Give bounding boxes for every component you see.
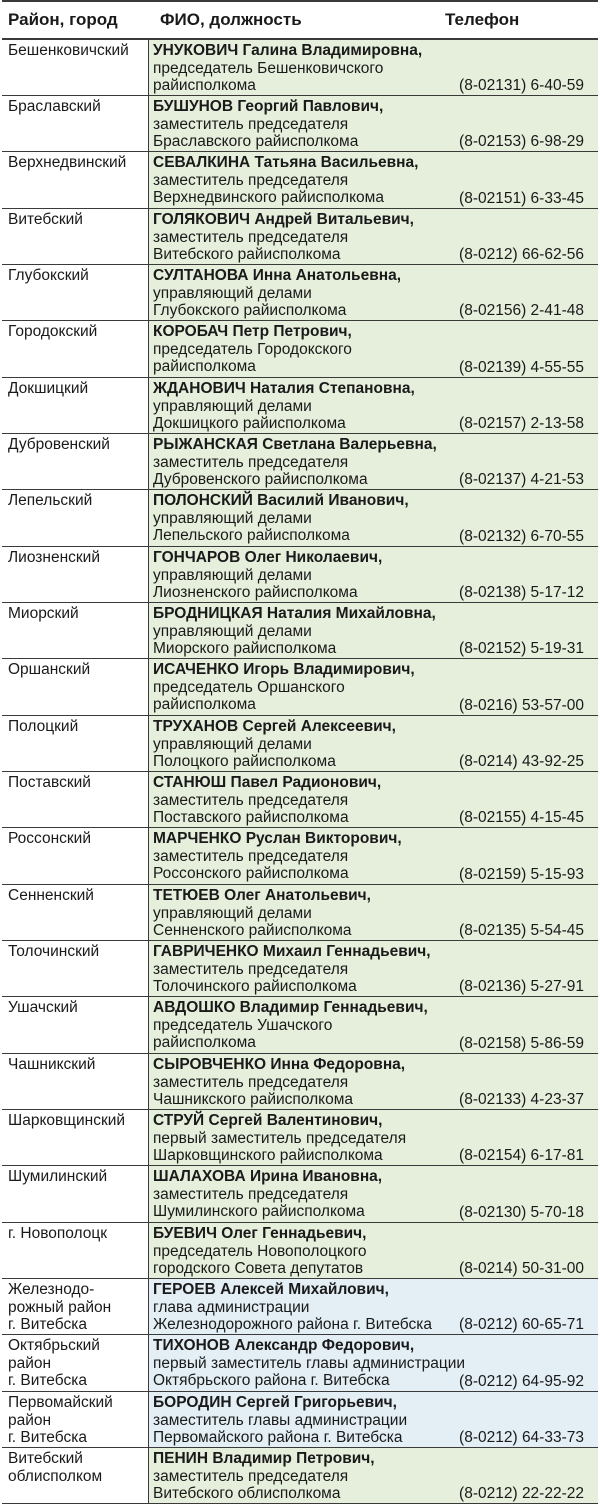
person-cell [149, 885, 598, 940]
person-cell [149, 1054, 598, 1109]
district-cell: Чашникский [2, 1054, 149, 1109]
district-cell: Полоцкий [2, 716, 149, 771]
person-name: СУЛТАНОВА Инна Анатольевна, [153, 267, 402, 284]
table-row [2, 659, 598, 716]
person-position: председатель Оршанского райисполкома [153, 678, 345, 713]
person-cell [149, 40, 598, 95]
district-cell: Шарковщинский [2, 1110, 149, 1165]
person-name: АВДОШКО Владимир Геннадьевич, [153, 999, 428, 1016]
district-cell: Дубровенский [2, 434, 149, 489]
district-cell: Сенненский [2, 885, 149, 940]
table-row [2, 941, 598, 997]
district-cell: Докшицкий [2, 378, 149, 433]
district-cell: Шумилинский [2, 1166, 149, 1222]
district-cell: Октябрьский район г. Витебска [2, 1335, 149, 1391]
district-cell: Витебский облисполком [2, 1448, 149, 1503]
contact-table [2, 0, 598, 1504]
person-cell [149, 772, 598, 827]
district-cell: Толочинский [2, 941, 149, 996]
person-position: заместитель председателя Дубровенского райисполкома [153, 453, 368, 488]
header-phone: Телефон [445, 10, 520, 29]
table-row [2, 547, 598, 603]
table-row [2, 1392, 598, 1448]
phone-number: (8-02156) 2-41-48 [459, 301, 584, 319]
person-name: СЕВАЛКИНА Татьяна Васильевна, [153, 154, 419, 171]
table-row [2, 1166, 598, 1223]
phone-number: (8-02138) 5-17-12 [459, 583, 584, 601]
table-row [2, 321, 598, 378]
person-name: БУШУНОВ Георгий Павлович, [153, 98, 384, 115]
person-cell [149, 1110, 598, 1165]
district-cell: Поставский [2, 772, 149, 827]
district-cell: Миорский [2, 603, 149, 658]
person-position: управляющий делами Докшицкого райисполкома [153, 397, 346, 432]
phone-number: (8-02135) 5-54-45 [459, 921, 584, 939]
phone-number: (8-0212) 66-62-56 [459, 245, 584, 263]
phone-number: (8-02159) 5-15-93 [459, 865, 584, 883]
person-name: ГЕРОЕВ Алексей Михайлович, [153, 1281, 389, 1298]
person-name: КОРОБАЧ Петр Петрович, [153, 323, 352, 340]
phone-number: (8-0214) 50-31-00 [459, 1259, 584, 1277]
district-cell: Лиозненский [2, 547, 149, 602]
person-cell [149, 603, 598, 658]
district-cell: Городокский [2, 321, 149, 377]
person-position: заместитель главы администрации Первомайского района г. Витебска [153, 1411, 408, 1446]
district-cell: Верхнедвинский [2, 152, 149, 208]
person-name: ГОНЧАРОВ Олег Николаевич, [153, 549, 383, 566]
person-cell [149, 152, 598, 208]
person-position: управляющий делами Глубокского райисполкома [153, 284, 347, 319]
district-cell: Бешенковичский [2, 40, 149, 95]
table-row [2, 490, 598, 547]
table-row [2, 828, 598, 885]
table-row [2, 209, 598, 265]
person-name: ТРУХАНОВ Сергей Алексеевич, [153, 718, 396, 735]
table-row [2, 716, 598, 772]
person-cell [149, 547, 598, 602]
person-position: председатель Ушачского райисполкома [153, 1016, 333, 1051]
table-row [2, 1110, 598, 1166]
person-position: заместитель председателя Россонского райисполкома [153, 847, 349, 882]
person-position: первый заместитель главы администрации Октябрьского района г. Витебска [153, 1354, 466, 1389]
person-name: ГАВРИЧЕНКО Михаил Геннадьевич, [153, 943, 431, 960]
person-cell [149, 1279, 598, 1334]
district-cell: г. Новополоцк [2, 1223, 149, 1278]
table-header [2, 0, 598, 40]
person-name: СТРУЙ Сергей Валентинович, [153, 1112, 383, 1129]
person-name: РЫЖАНСКАЯ Светлана Валерьевна, [153, 436, 437, 453]
district-cell: Оршанский [2, 659, 149, 715]
person-name: ПОЛОНСКИЙ Василий Иванович, [153, 492, 409, 509]
table-row [2, 152, 598, 209]
table-row [2, 40, 598, 96]
person-cell [149, 378, 598, 433]
person-position: глава администрации Железнодорожного района г. Витебска [153, 1298, 432, 1333]
person-name: ТИХОНОВ Александр Федорович, [153, 1337, 415, 1354]
header-fio: ФИО, должность [160, 10, 302, 29]
person-cell [149, 96, 598, 151]
phone-number: (8-02153) 6-98-29 [459, 132, 584, 150]
person-cell [149, 209, 598, 264]
phone-number: (8-02152) 5-19-31 [459, 639, 584, 657]
phone-number: (8-0212) 64-33-73 [459, 1428, 584, 1446]
person-position: заместитель председателя Поставского райисполкома [153, 791, 349, 826]
person-cell [149, 941, 598, 996]
phone-number: (8-0212) 60-65-71 [459, 1315, 584, 1333]
person-cell [149, 265, 598, 320]
phone-number: (8-02154) 6-17-81 [459, 1146, 584, 1164]
table-row [2, 1054, 598, 1110]
person-position: управляющий делами Лепельского райисполкома [153, 509, 350, 544]
person-position: председатель Новополоцкого городского Совета депутатов [153, 1242, 367, 1277]
person-cell [149, 490, 598, 546]
person-position: заместитель председателя Верхнедвинского райисполкома [153, 171, 384, 206]
phone-number: (8-02131) 6-40-59 [459, 76, 584, 94]
person-name: МАРЧЕНКО Руслан Викторович, [153, 830, 402, 847]
table-body [2, 40, 598, 1504]
person-name: БРОДНИЦКАЯ Наталия Михайловна, [153, 605, 436, 622]
person-name: СТАНЮШ Павел Радионович, [153, 774, 382, 791]
header-district: Район, город [8, 10, 118, 29]
table-row [2, 96, 598, 152]
person-position: заместитель председателя Браславского райисполкома [153, 115, 359, 150]
person-name: ГОЛЯКОВИЧ Андрей Витальевич, [153, 211, 414, 228]
district-cell: Лепельский [2, 490, 149, 546]
person-name: БОРОДИН Сергей Григорьевич, [153, 1394, 397, 1411]
phone-number: (8-02136) 5-27-91 [459, 977, 584, 995]
person-cell [149, 1392, 598, 1447]
person-cell [149, 1166, 598, 1222]
table-row [2, 1335, 598, 1392]
phone-number: (8-0212) 64-95-92 [459, 1372, 584, 1390]
person-position: первый заместитель председателя Шарковщинского райисполкома [153, 1129, 407, 1164]
district-cell: Ушачский [2, 997, 149, 1053]
phone-number: (8-02133) 4-23-37 [459, 1090, 584, 1108]
table-row [2, 1448, 598, 1504]
person-cell [149, 1223, 598, 1278]
phone-number: (8-02139) 4-55-55 [459, 358, 584, 376]
person-position: управляющий делами Лиозненского райисполкома [153, 566, 358, 601]
person-name: ЖДАНОВИЧ Наталия Степановна, [153, 380, 415, 397]
person-position: заместитель председателя Толочинского райисполкома [153, 960, 357, 995]
table-row [2, 378, 598, 434]
phone-number: (8-02151) 6-33-45 [459, 189, 584, 207]
phone-number: (8-02130) 5-70-18 [459, 1203, 584, 1221]
phone-number: (8-02132) 6-70-55 [459, 527, 584, 545]
phone-number: (8-0216) 53-57-00 [459, 696, 584, 714]
person-cell [149, 659, 598, 715]
table-row [2, 885, 598, 941]
person-cell [149, 321, 598, 377]
person-position: управляющий делами Сенненского райисполкома [153, 904, 352, 939]
table-row [2, 772, 598, 828]
person-name: ИСАЧЕНКО Игорь Владимирович, [153, 661, 415, 678]
phone-number: (8-02157) 2-13-58 [459, 414, 584, 432]
person-position: заместитель председателя Витебского райисполкома [153, 228, 349, 263]
table-row [2, 1279, 598, 1335]
district-cell: Глубокский [2, 265, 149, 320]
table-row [2, 434, 598, 490]
person-name: ТЕТЮЕВ Олег Анатольевич, [153, 887, 371, 904]
phone-number: (8-02158) 5-86-59 [459, 1034, 584, 1052]
table-row [2, 1223, 598, 1279]
district-cell: Россонский [2, 828, 149, 884]
table-row [2, 265, 598, 321]
district-cell: Браславский [2, 96, 149, 151]
person-cell [149, 1448, 598, 1503]
person-cell [149, 997, 598, 1053]
person-name: БУЕВИЧ Олег Геннадьевич, [153, 1225, 367, 1242]
person-cell [149, 1335, 598, 1391]
person-position: председатель Городокского райисполкома [153, 340, 352, 375]
phone-number: (8-02155) 4-15-45 [459, 808, 584, 826]
phone-number: (8-02137) 4-21-53 [459, 470, 584, 488]
person-position: заместитель председателя Чашникского райисполкома [153, 1073, 354, 1108]
person-name: СЫРОВЧЕНКО Инна Федоровна, [153, 1056, 406, 1073]
person-position: заместитель председателя Витебского облисполкома [153, 1467, 349, 1502]
person-position: заместитель председателя Шумилинского райисполкома [153, 1185, 365, 1220]
table-row [2, 603, 598, 659]
person-cell [149, 828, 598, 884]
person-name: УНУКОВИЧ Галина Владимировна, [153, 42, 423, 59]
person-position: управляющий делами Полоцкого райисполкома [153, 735, 336, 770]
phone-number: (8-0212) 22-22-22 [459, 1484, 584, 1502]
district-cell: Первомайский район г. Витебска [2, 1392, 149, 1447]
table-row [2, 997, 598, 1054]
district-cell: Железнодо- рожный район г. Витебска [2, 1279, 149, 1334]
person-name: ПЕНИН Владимир Петрович, [153, 1450, 375, 1467]
person-name: ШАЛАХОВА Ирина Ивановна, [153, 1168, 383, 1185]
person-cell [149, 716, 598, 771]
person-cell [149, 434, 598, 489]
person-position: председатель Бешенковичского райисполкома [153, 59, 384, 94]
district-cell: Витебский [2, 209, 149, 264]
phone-number: (8-0214) 43-92-25 [459, 752, 584, 770]
person-position: управляющий делами Миорского райисполкома [153, 622, 337, 657]
